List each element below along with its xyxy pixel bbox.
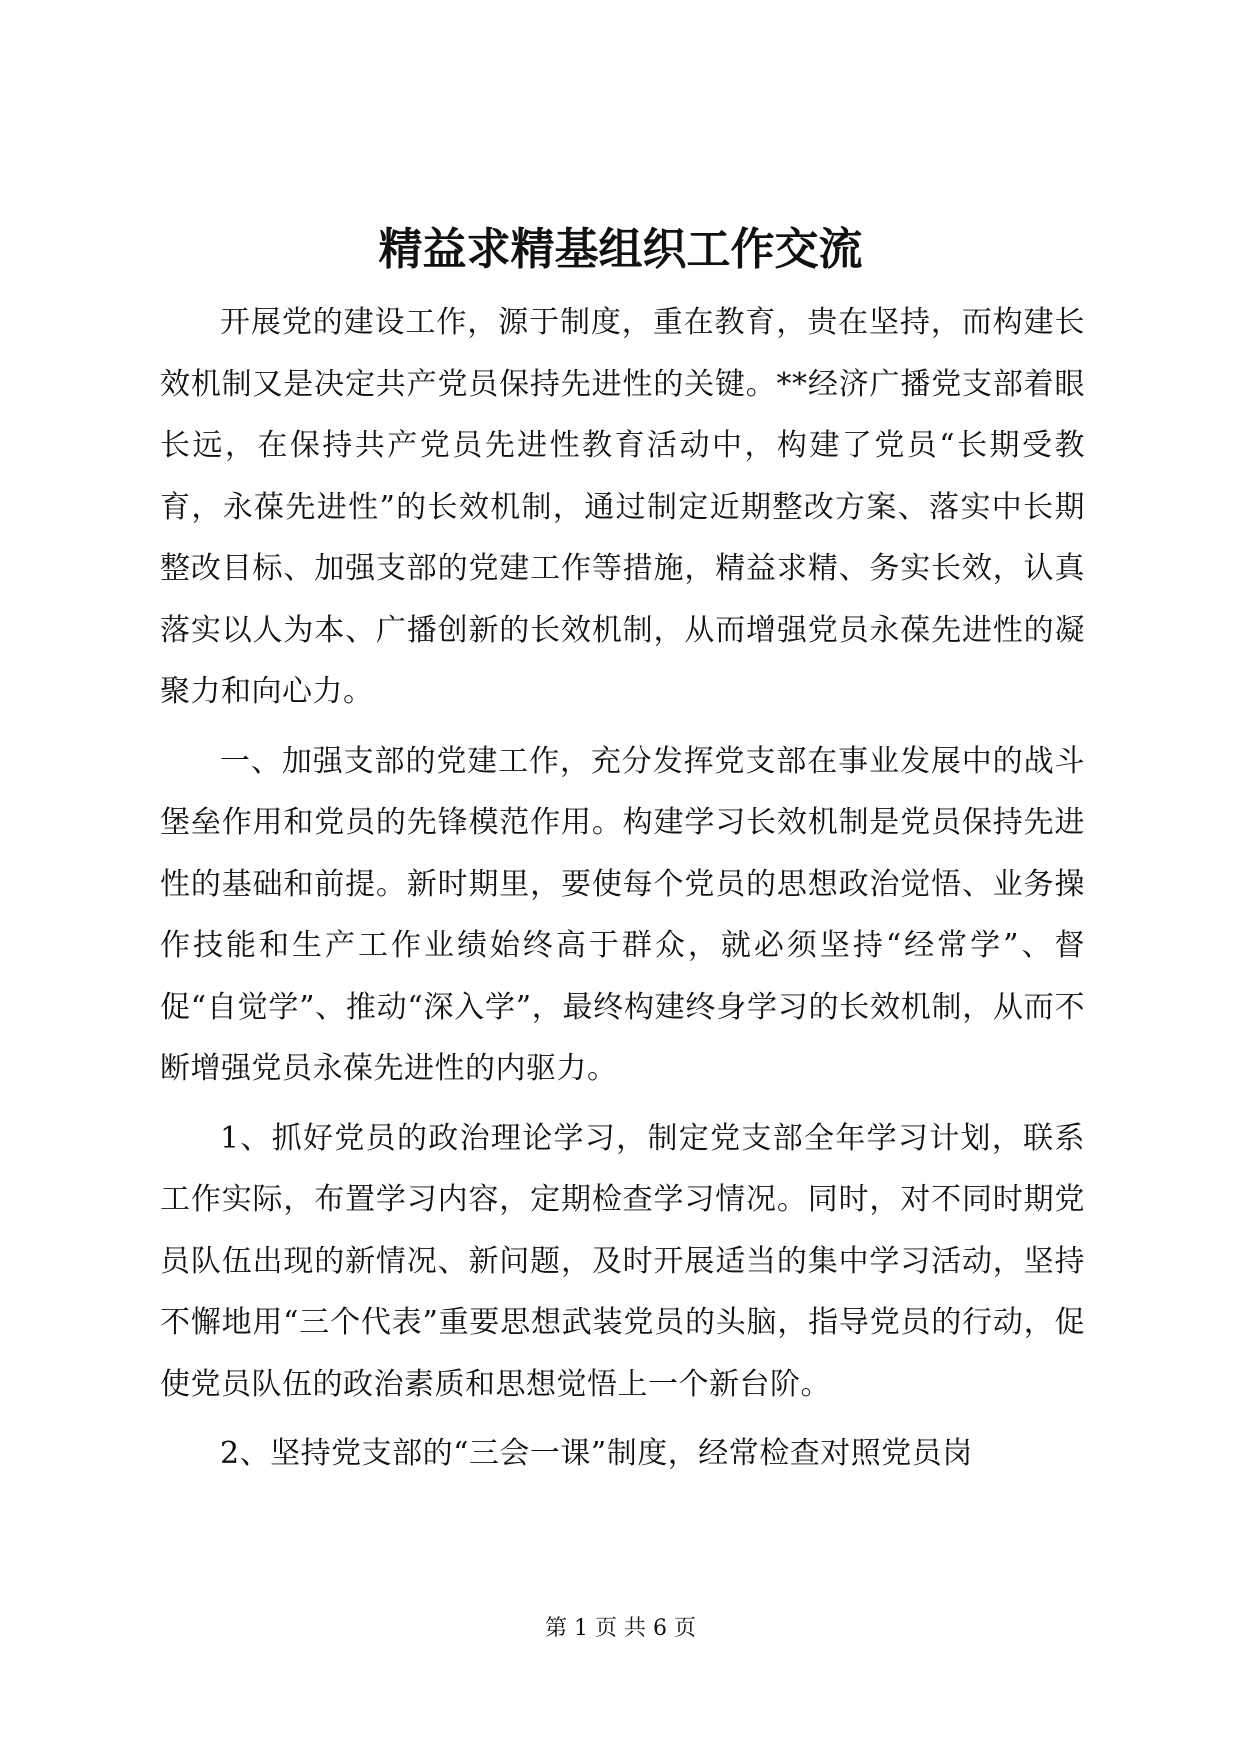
paragraph-intro: 开展党的建设工作，源于制度，重在教育，贵在坚持，而构建长效机制又是决定共产党员保持先进性的关键。**经济广播党支部着眼长远，在保持共产党员先进性教育活动中，构建了党员“长期受教育，永葆先进性”的长效机制，通过制定近期整改方案、落实中长期整改目标、加强支部的党建工作等措施，精益求精、务实长效，认真落实以人为本、广播创新的长效机制，从而增强党员永葆先进性的凝聚力和向心力。 bbox=[160, 305, 1085, 709]
paragraph-item-two: 2、坚持党支部的“三会一课”制度，经常检查对照党员岗 bbox=[220, 1436, 973, 1471]
paragraph-section-one: 一、加强支部的党建工作，充分发挥党支部在事业发展中的战斗堡垒作用和党员的先锋模范作用。构建学习长效机制是党员保持先进性的基础和前提。新时期里，要使每个党员的思想政治觉悟、业务操作技能和生产工作业绩始终高于群众，就必须坚持“经常学”、督促“自觉学”、推动“深入学”，最终构建终身学习的长效机制，从而不断增强党员永葆先进性的内驱力。 bbox=[160, 743, 1085, 1086]
page-number-footer: 第 1 页 共 6 页 bbox=[545, 1616, 696, 1641]
document-title: 精益求精基组织工作交流 bbox=[378, 224, 863, 275]
document-body bbox=[160, 292, 1085, 1485]
paragraph-item-one: 1、抓好党员的政治理论学习，制定党支部全年学习计划，联系工作实际，布置学习内容，定期检查学习情况。同时，对不同时期党员队伍出现的新情况、新问题，及时开展适当的集中学习活动，坚持不懈地用“三个代表”重要思想武装党员的头脑，指导党员的行动，促使党员队伍的政治素质和思想觉悟上一个新台阶。 bbox=[160, 1120, 1085, 1402]
